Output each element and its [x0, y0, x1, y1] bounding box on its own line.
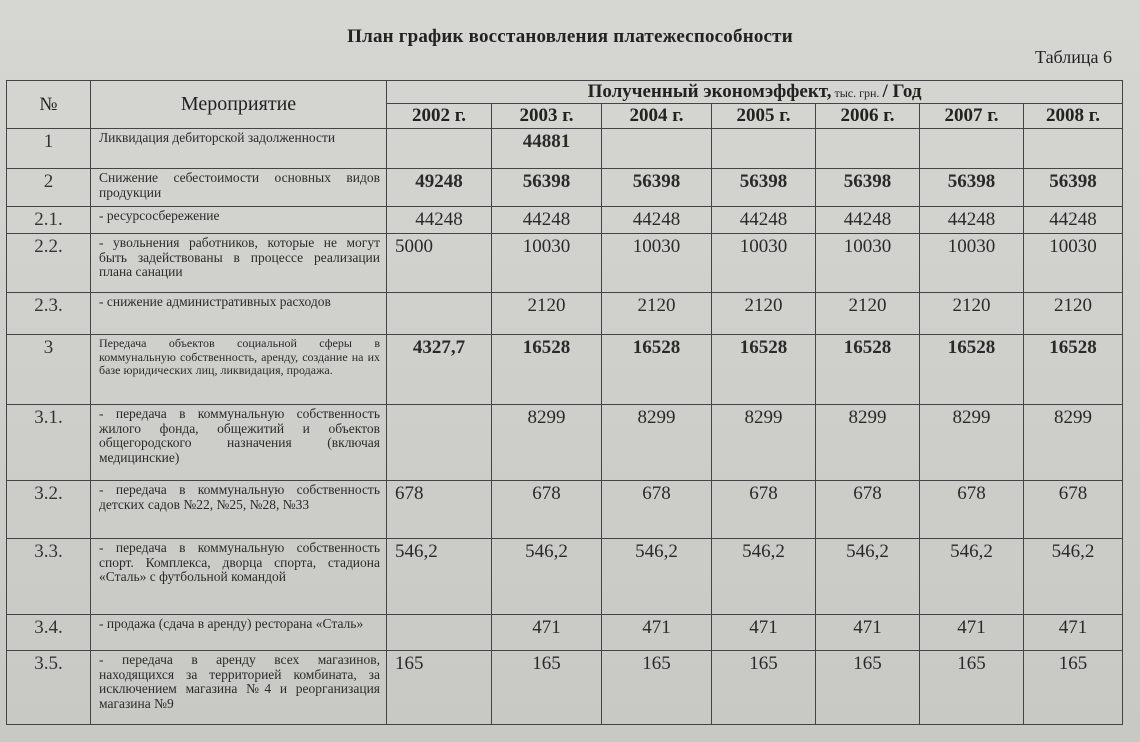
value-cell: 16528	[816, 335, 920, 405]
table-row	[7, 293, 1123, 335]
value-cell: 10030	[492, 234, 602, 293]
value-cell	[712, 129, 816, 169]
value-cell: 546,2	[712, 539, 816, 615]
value-cell: 2120	[920, 293, 1024, 335]
measure-text: Передача объектов социальной сферы в коммунальную собственность, аренду, создание на их базе юридических лиц, ликвидация, продажа.	[91, 335, 387, 405]
value-cell: 56398	[602, 169, 712, 207]
value-cell	[387, 405, 492, 481]
measure-text: - передача в коммунальную собственность детских садов №22, №25, №28, №33	[91, 481, 387, 539]
value-cell: 44248	[816, 207, 920, 234]
year-header: 2002 г.	[387, 104, 492, 129]
value-cell: 2120	[1024, 293, 1123, 335]
value-cell: 678	[712, 481, 816, 539]
effect-per-year: / Год	[882, 81, 922, 102]
value-cell: 16528	[492, 335, 602, 405]
value-cell: 8299	[816, 405, 920, 481]
value-cell: 2120	[712, 293, 816, 335]
value-cell: 56398	[816, 169, 920, 207]
measure-text: Снижение себестоимости основных видов продукции	[91, 169, 387, 207]
recovery-plan-table	[6, 80, 1123, 725]
value-cell: 10030	[712, 234, 816, 293]
row-number: 2	[7, 169, 91, 207]
value-cell: 56398	[1024, 169, 1123, 207]
value-cell: 165	[816, 651, 920, 725]
row-number: 3.4.	[7, 615, 91, 651]
year-header: 2003 г.	[492, 104, 602, 129]
value-cell: 44881	[492, 129, 602, 169]
value-cell: 44248	[602, 207, 712, 234]
value-cell: 56398	[712, 169, 816, 207]
measure-text: - снижение административных расходов	[91, 293, 387, 335]
effect-label: Полученный экономэффект,	[587, 81, 832, 102]
value-cell: 678	[816, 481, 920, 539]
value-cell	[387, 615, 492, 651]
year-header: 2007 г.	[920, 104, 1024, 129]
row-number: 3.3.	[7, 539, 91, 615]
value-cell: 165	[1024, 651, 1123, 725]
value-cell	[816, 129, 920, 169]
table-header	[7, 81, 1123, 129]
value-cell: 8299	[1024, 405, 1123, 481]
measure-text: - передача в аренду всех магазинов, находящихся за территорией комбината, за исключением магазина №4 и реорганизация магазина №9	[91, 651, 387, 725]
value-cell: 44248	[920, 207, 1024, 234]
value-cell	[387, 129, 492, 169]
year-header: 2005 г.	[712, 104, 816, 129]
value-cell	[602, 129, 712, 169]
value-cell: 2120	[492, 293, 602, 335]
value-cell: 165	[387, 651, 492, 725]
value-cell: 678	[492, 481, 602, 539]
row-number: 2.3.	[7, 293, 91, 335]
table-row	[7, 234, 1123, 293]
table-row	[7, 169, 1123, 207]
table-row	[7, 335, 1123, 405]
value-cell: 471	[816, 615, 920, 651]
row-number: 3.1.	[7, 405, 91, 481]
value-cell: 16528	[602, 335, 712, 405]
measure-text: Ликвидация дебиторской задолженности	[91, 129, 387, 169]
row-number: 2.1.	[7, 207, 91, 234]
value-cell: 2120	[816, 293, 920, 335]
value-cell: 8299	[920, 405, 1024, 481]
value-cell: 49248	[387, 169, 492, 207]
value-cell: 44248	[712, 207, 816, 234]
value-cell: 8299	[492, 405, 602, 481]
effect-unit: тыс. грн.	[831, 86, 883, 100]
value-cell: 678	[602, 481, 712, 539]
value-cell: 10030	[920, 234, 1024, 293]
document-title: План график восстановления платежеспособности	[347, 26, 793, 47]
table-row	[7, 481, 1123, 539]
row-number: 3	[7, 335, 91, 405]
value-cell: 4327,7	[387, 335, 492, 405]
measure-text: - продажа (сдача в аренду) ресторана «Сталь»	[91, 615, 387, 651]
column-header-no: №	[7, 81, 91, 129]
table-body	[7, 129, 1123, 725]
measure-text: - ресурсосбережение	[91, 207, 387, 234]
value-cell: 16528	[920, 335, 1024, 405]
value-cell: 471	[920, 615, 1024, 651]
table-row	[7, 615, 1123, 651]
table-row	[7, 405, 1123, 481]
value-cell: 165	[712, 651, 816, 725]
value-cell	[1024, 129, 1123, 169]
table-label: Таблица 6	[1035, 47, 1112, 67]
value-cell: 16528	[1024, 335, 1123, 405]
value-cell: 10030	[602, 234, 712, 293]
value-cell: 546,2	[387, 539, 492, 615]
value-cell: 471	[1024, 615, 1123, 651]
value-cell: 546,2	[602, 539, 712, 615]
value-cell: 546,2	[816, 539, 920, 615]
value-cell: 471	[712, 615, 816, 651]
value-cell: 8299	[712, 405, 816, 481]
value-cell: 165	[920, 651, 1024, 725]
year-header: 2008 г.	[1024, 104, 1123, 129]
value-cell: 56398	[920, 169, 1024, 207]
value-cell: 165	[602, 651, 712, 725]
value-cell: 165	[492, 651, 602, 725]
measure-text: - передача в коммунальную собственность спорт. Комплекса, дворца спорта, стадиона «Сталь» с футбольной командой	[91, 539, 387, 615]
row-number: 3.5.	[7, 651, 91, 725]
row-number: 2.2.	[7, 234, 91, 293]
value-cell: 546,2	[492, 539, 602, 615]
column-header-effect	[387, 81, 1123, 104]
table-row	[7, 539, 1123, 615]
value-cell: 678	[920, 481, 1024, 539]
value-cell: 8299	[602, 405, 712, 481]
table-row	[7, 651, 1123, 725]
measure-text: - увольнения работников, которые не могут быть задействованы в процессе реализации плана санации	[91, 234, 387, 293]
measure-text: - передача в коммунальную собственность жилого фонда, общежитий и объектов общегородского назначения (включая медицинские)	[91, 405, 387, 481]
value-cell: 471	[602, 615, 712, 651]
row-number: 1	[7, 129, 91, 169]
value-cell: 10030	[1024, 234, 1123, 293]
column-header-measure: Мероприятие	[91, 81, 387, 129]
value-cell: 5000	[387, 234, 492, 293]
table-row	[7, 129, 1123, 169]
year-header: 2006 г.	[816, 104, 920, 129]
value-cell: 56398	[492, 169, 602, 207]
table-row	[7, 207, 1123, 234]
value-cell	[920, 129, 1024, 169]
value-cell: 678	[387, 481, 492, 539]
value-cell: 2120	[602, 293, 712, 335]
year-header: 2004 г.	[602, 104, 712, 129]
value-cell: 10030	[816, 234, 920, 293]
value-cell: 44248	[1024, 207, 1123, 234]
value-cell: 16528	[712, 335, 816, 405]
value-cell: 44248	[387, 207, 492, 234]
value-cell: 44248	[492, 207, 602, 234]
row-number: 3.2.	[7, 481, 91, 539]
value-cell: 471	[492, 615, 602, 651]
value-cell: 546,2	[1024, 539, 1123, 615]
value-cell: 678	[1024, 481, 1123, 539]
value-cell	[387, 293, 492, 335]
value-cell: 546,2	[920, 539, 1024, 615]
